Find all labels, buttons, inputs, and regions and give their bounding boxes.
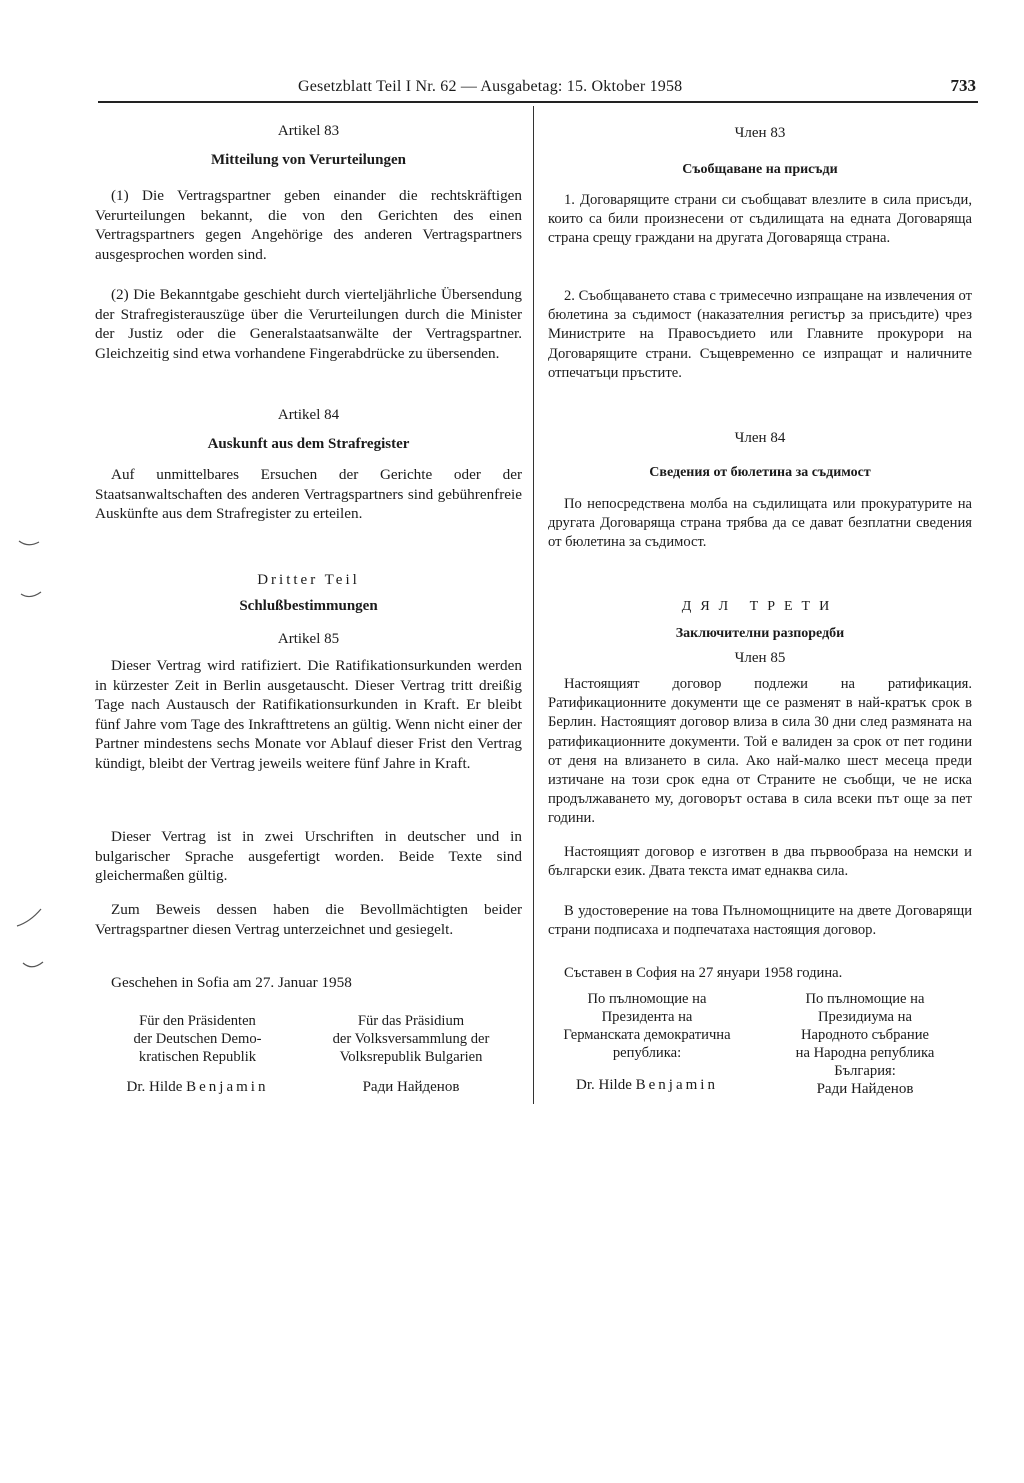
place-and-date-bg: Съставен в София на 27 януари 1958 година. bbox=[564, 965, 843, 981]
article-84-title: Auskunft aus dem Strafregister bbox=[207, 436, 410, 452]
signatory-right-line-bg: Народното събрание bbox=[801, 1027, 929, 1043]
header-rule bbox=[98, 101, 978, 103]
article-83-paragraph-2: (2) Die Bekanntgabe geschieht durch vierteljährliche Übersendung der Strafregisterauszüge über die Verurteilungen durch die Minister der Justiz oder die Generalstaatsanwälte der Vertragspartner. Gleichzeitig sind etwa vorhandene Fingerabdrücke zu übersenden. bbox=[95, 286, 522, 362]
article-85-label-bg: Член 85 bbox=[734, 650, 786, 666]
part-three-title: Schlußbestimmungen bbox=[239, 598, 378, 614]
place-and-date: Geschehen in Sofia am 27. Januar 1958 bbox=[111, 974, 352, 991]
signatory-left-name: Dr. Hilde Benjamin bbox=[126, 1079, 269, 1095]
article-83-title: Mitteilung von Verurteilungen bbox=[210, 152, 406, 168]
article-84-title-bg: Сведения от бюлетина за съдимост bbox=[649, 465, 871, 480]
article-84-label: Artikel 84 bbox=[277, 407, 340, 423]
part-three-label: Dritter Teil bbox=[257, 572, 360, 588]
article-85-paragraph-1-bg: Настоящият договор подлежи на ратификация. Ратификационните документи ще се разменят в най-кратък срок в Берлин. Настоящият договор влиза в сила 30 дни след размяната на ратификационните документи. Той е валиден за срок от пет години от деня на влизането в сила. Ако най-малко шест месеца преди изтичане на този срок една от Страните не съобщи, че не иска продължаването му, договорът остава в сила всеки път още за пет години. bbox=[548, 676, 972, 827]
margin-tick-mark bbox=[20, 590, 42, 602]
signatory-left bbox=[95, 1012, 300, 1096]
signatory-left-line-bg: Президента на bbox=[601, 1009, 693, 1025]
signatory-right-line-bg: България: bbox=[834, 1063, 896, 1079]
margin-tick-mark bbox=[16, 908, 42, 928]
page-header bbox=[98, 76, 978, 100]
article-85-paragraph-3: Zum Beweis dessen haben die Bevollmächtigten beider Vertragspartner diesen Vertrag unterzeichnet und gesiegelt. bbox=[95, 901, 522, 938]
column-divider bbox=[533, 106, 534, 1104]
article-85-paragraph-1: Dieser Vertrag wird ratifiziert. Die Ratifikationsurkunden werden in kürzester Zeit in Berlin ausgetauscht. Dieser Vertrag tritt dreißig Tage nach Austausch der Ratifikationsurkunden in Kraft. Er bleibt fünf Jahre vom Tage des Inkrafttretens an gültig. Wenn nicht einer der Partner mindestens sechs Monate vor Ablauf dieser Frist den Vertrag kündigt, bleibt der Vertrag jeweils weitere fünf Jahre in Kraft. bbox=[95, 657, 522, 772]
margin-tick-mark bbox=[22, 960, 44, 972]
article-85-paragraph-2-bg: Настоящият договор е изготвен в два първообраза на немски и български език. Двата текста имат еднаква сила. bbox=[548, 844, 972, 880]
signatory-right-line-bg: на Народна република bbox=[795, 1045, 935, 1061]
signatory-right bbox=[300, 1012, 522, 1096]
article-85-paragraph-2: Dieser Vertrag ist in zwei Urschriften in deutscher und in bulgarischer Sprache ausgefertigt worden. Beide Texte sind gleichermaßen gültig. bbox=[95, 828, 522, 884]
article-83-label: Artikel 83 bbox=[277, 123, 340, 139]
article-84-label-bg: Член 84 bbox=[734, 430, 786, 446]
article-83-paragraph-2-bg: 2. Съобщаването става с тримесечно изпращане на извлечения от бюлетина за съдимост (наказателния регистър за присъдите) чрез Министрите на Правосъдието или Главните прокурори на Договарящите страни. Същевременно се изпращат и наличните отпечатъци пръстите. bbox=[548, 288, 972, 381]
signatory-left-line-bg: По пълномощие на bbox=[587, 991, 707, 1007]
part-three-title-bg: Заключителни разпоредби bbox=[675, 626, 845, 641]
signatory-left-line: der Deutschen Demo- bbox=[133, 1031, 262, 1047]
signature-block-bg bbox=[536, 990, 972, 1098]
margin-tick-mark bbox=[18, 538, 40, 550]
part-three-label-bg: ДЯЛ ТРЕТИ bbox=[681, 599, 839, 614]
gazette-title: Gesetzblatt Teil I Nr. 62 — Ausgabetag: 15. Oktober 1958 bbox=[298, 78, 683, 95]
article-83-label-bg: Член 83 bbox=[734, 125, 786, 141]
article-84-paragraph-bg: По непосредствена молба на съдилищата или прокуратурите на другата Договаряща страна трябва да се дават безплатни сведения от бюлетина за съдимост. bbox=[548, 496, 972, 551]
signatory-left-line-bg: Германската демократична bbox=[563, 1027, 731, 1043]
signatory-left-line: Für den Präsidenten bbox=[139, 1013, 256, 1029]
signatory-right-line: Volksrepublik Bulgarien bbox=[339, 1049, 483, 1065]
article-84-paragraph: Auf unmittelbares Ersuchen der Gerichte oder der Staatsanwaltschaften des anderen Vertragspartners sind gebührenfreie Auskünfte aus dem Strafregister zu erteilen. bbox=[95, 466, 522, 522]
article-83-paragraph-1: (1) Die Vertragspartner geben einander die rechtskräftigen Verurteilungen bekannt, die von den Gerichten des einen Vertragspartners gegen Angehörige des anderen Vertragspartners ausgesprochen worden sind. bbox=[95, 187, 522, 263]
signatory-right-bg bbox=[758, 990, 972, 1098]
signatory-right-line: der Volksversammlung der bbox=[332, 1031, 490, 1047]
signature-block bbox=[95, 1012, 522, 1096]
signatory-left-bg bbox=[536, 990, 758, 1098]
signatory-left-line: kratischen Republik bbox=[138, 1049, 257, 1065]
article-83-title-bg: Съобщаване на присъди bbox=[682, 162, 838, 177]
signatory-left-name-bg: Dr. Hilde Benjamin bbox=[576, 1077, 718, 1093]
signatory-right-name: Ради Найденов bbox=[362, 1079, 460, 1095]
signatory-right-line-bg: Президиума на bbox=[818, 1009, 912, 1025]
signatory-right-line-bg: По пълномощие на bbox=[805, 991, 925, 1007]
signatory-right-name-bg: Ради Найденов bbox=[816, 1081, 914, 1097]
article-85-paragraph-3-bg: В удостоверение на това Пълномощниците на двете Договарящи страни подписаха и подпечатаха настоящия договор. bbox=[548, 903, 972, 939]
signatory-left-line-bg: република: bbox=[612, 1045, 682, 1061]
article-85-label: Artikel 85 bbox=[277, 631, 340, 647]
page-number: 733 bbox=[950, 76, 976, 95]
article-83-paragraph-1-bg: 1. Договарящите страни си съобщават влезлите в сила присъди, които са били произнесени от съдилищата на едната Договаряща страна срещу граждани на другата Договаряща страна. bbox=[548, 192, 972, 247]
signatory-right-line: Für das Präsidium bbox=[357, 1013, 465, 1029]
